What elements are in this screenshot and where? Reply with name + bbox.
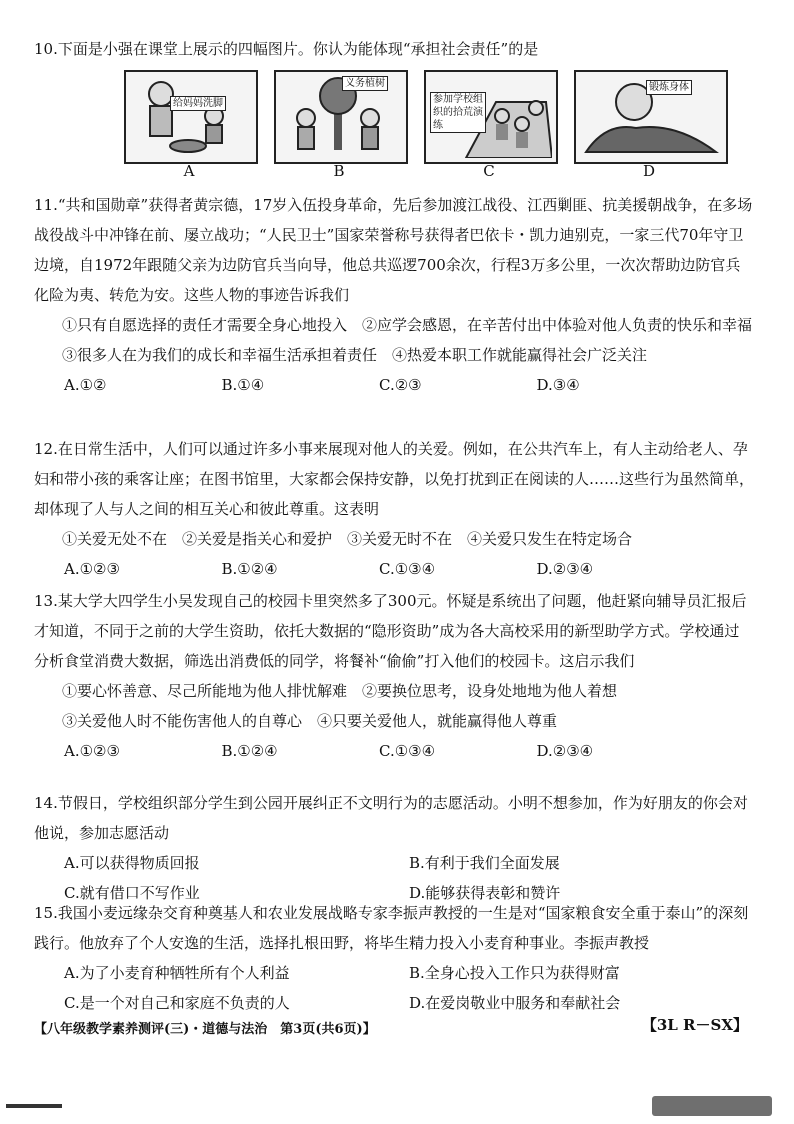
picture-d-label: D (642, 162, 656, 180)
option-b[interactable]: B.①④ (221, 376, 265, 394)
option-c[interactable]: C.就有借口不写作业 (64, 884, 200, 902)
picture-d (574, 70, 728, 164)
question-11-stem: 11.“共和国勋章”获得者黄宗德，17岁入伍投身革命，先后参加渡江战役、江西剿匪、抗美援朝战争，在多场战役战斗中冲锋在前、屡立战功；“人民卫士”国家荣誉称号获得者巴依卡・凯力迪别克，一家三代70年守卫边境，自1972年跟随父亲为边防官兵当向导，他总共巡逻700余次，行程3万多公里，一次次帮助边防官兵化险为夷、转危为安。这些人物的事迹告诉我们 (34, 196, 753, 304)
question-14-stem: 14.节假日，学校组织部分学生到公园开展纠正不文明行为的志愿活动。小明不想参加，作为好朋友的你会对他说，参加志愿活动 (34, 794, 748, 842)
question-10-pictures (124, 70, 734, 180)
question-12-statements: ①关爱无处不在 ②关爱是指关心和爱护 ③关爱无时不在 ④关爱只发生在特定场合 (62, 530, 633, 548)
question-13-statement-2: ③关爱他人时不能伤害他人的自尊心 ④只要关爱他人，就能赢得他人尊重 (62, 712, 558, 730)
mother-foot-wash-illustration (126, 72, 252, 158)
picture-a-label: A (183, 162, 195, 180)
option-d[interactable]: D.②③④ (536, 742, 594, 760)
page-footer-code: 【3L R－SX】 (641, 1016, 748, 1034)
picture-a-tag: 给妈妈洗脚 (170, 96, 226, 111)
question-10-stem: 10.下面是小强在课堂上展示的四幅图片。你认为能体现“承担社会责任”的是 (34, 40, 539, 58)
question-12 (34, 434, 754, 584)
option-b[interactable]: B.①②④ (221, 560, 278, 578)
page-footer-title: 【八年级教学素养测评(三)・道德与法治 第3页(共6页)】 (34, 1022, 376, 1037)
question-14 (34, 788, 754, 908)
question-11-statements: ①只有自愿选择的责任才需要全身心地投入 ②应学会感恩，在辛苦付出中体验对他人负责的快乐和幸福 ③很多人在为我们的成长和幸福生活承担着责任 ④热爱本职工作就能赢得社会广泛关注 (62, 316, 768, 364)
option-d[interactable]: D.在爱岗敬业中服务和奉献社会 (409, 994, 621, 1012)
option-b[interactable]: B.有利于我们全面发展 (409, 854, 560, 872)
question-15-stem: 15.我国小麦远缘杂交育种奠基人和农业发展战略专家李振声教授的一生是对“国家粮食安全重于泰山”的深刻践行。他放弃了个人安逸的生活，选择扎根田野，将毕生精力投入小麦育种事业。李振声教授 (34, 904, 749, 952)
option-c[interactable]: C.①③④ (379, 742, 436, 760)
question-13-stem: 13.某大学大四学生小吴发现自己的校园卡里突然多了300元。怀疑是系统出了问题，他赶紧向辅导员汇报后才知道，不同于之前的大学生资助，依托大数据的“隐形资助”成为各大高校采用的新型助学方式。学校通过分析食堂消费大数据，筛选出消费低的同学，将餐补“偷偷”打入他们的校园卡。这启示我们 (34, 592, 747, 670)
scan-artifact-smudge (652, 1096, 772, 1116)
option-d[interactable]: D.能够获得表彰和赞许 (409, 884, 561, 902)
option-d[interactable]: D.②③④ (536, 560, 594, 578)
question-13 (34, 586, 754, 766)
option-b[interactable]: B.全身心投入工作只为获得财富 (409, 964, 620, 982)
option-a[interactable]: A.可以获得物质回报 (64, 854, 200, 872)
picture-b-tag: 义务植树 (342, 76, 388, 91)
picture-c-tag: 参加学校组织的拾荒演练 (430, 92, 486, 133)
scan-artifact-dash (6, 1104, 62, 1108)
question-11 (34, 190, 768, 400)
question-10 (34, 34, 754, 64)
question-15 (34, 898, 754, 1018)
option-a[interactable]: A.为了小麦育种牺牲所有个人利益 (64, 964, 290, 982)
picture-b-label: B (333, 162, 345, 180)
option-a[interactable]: A.①②③ (64, 560, 120, 578)
picture-d-tag: 锻炼身体 (646, 80, 692, 95)
question-11-options (34, 370, 754, 400)
picture-b (274, 70, 408, 164)
question-13-statement-1: ①要心怀善意、尽己所能地为他人排忧解难 ②要换位思考，设身处地地为他人着想 (62, 682, 618, 700)
option-b[interactable]: B.①②④ (221, 742, 278, 760)
option-d[interactable]: D.③④ (536, 376, 580, 394)
question-12-stem: 12.在日常生活中，人们可以通过许多小事来展现对他人的关爱。例如，在公共汽车上，有人主动给老人、孕妇和带小孩的乘客让座；在图书馆里，大家都会保持安静，以免打扰到正在阅读的人……这些行为虽然简单，却体现了人与人之间的相互关心和彼此尊重。这表明 (34, 440, 755, 518)
picture-c (424, 70, 558, 164)
option-c[interactable]: C.①③④ (379, 560, 436, 578)
question-13-options (34, 736, 754, 766)
picture-a (124, 70, 258, 164)
question-15-options (34, 958, 754, 1018)
option-c[interactable]: C.是一个对自己和家庭不负责的人 (64, 994, 290, 1012)
option-c[interactable]: C.②③ (379, 376, 422, 394)
picture-c-label: C (483, 162, 495, 180)
option-a[interactable]: A.①②③ (64, 742, 120, 760)
option-a[interactable]: A.①② (64, 376, 107, 394)
question-12-options (34, 554, 754, 584)
